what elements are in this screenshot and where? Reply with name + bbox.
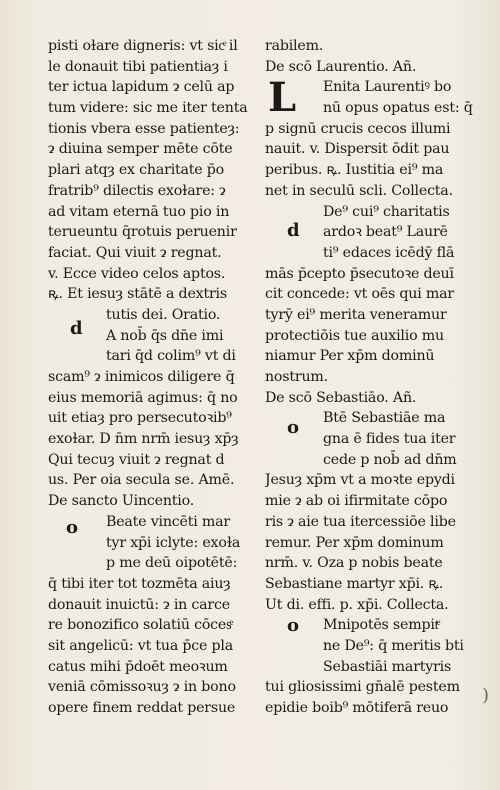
text-line: tutis dei. Oratio.: [106, 306, 221, 323]
text-line: re bonozifico solatiū cōcesͤ: [48, 617, 232, 634]
initial-letter-o-right: o: [287, 417, 300, 438]
text-line: tionis vbera esse patienteȝ:: [48, 120, 240, 137]
text-line: epidie boib⁹ mōtiferā reuo: [265, 700, 449, 716]
text-line: cit concede: vt oēs qui mar: [265, 286, 454, 303]
text-line: Jesuȝ xp̄m vt a moꝛte epydi: [265, 472, 455, 489]
text-line: protectiōis tue auxilio mu: [265, 327, 444, 344]
text-line: mie ɂ ab oi ifirmitate cōpo: [265, 493, 448, 510]
text-line: tui gliosissimi gn̄alē pestem: [265, 679, 460, 696]
text-line: ti⁹ edaces icēdȳ flā: [323, 244, 455, 261]
text-line: ris ɂ aie tua itercessiōe libe: [265, 513, 456, 530]
text-line: peribus. ꝶ. Iustitia ei⁹ ma: [265, 162, 444, 179]
text-line: tum videre: sic me iter tenta: [48, 100, 248, 117]
text-line: tari q̄d colim⁹ vt di: [106, 348, 236, 365]
text-line: net in seculū scli. Collecta.: [265, 182, 453, 199]
text-line: terueuntu q̄rotuis peruenir: [48, 224, 237, 241]
text-line: Btē Sebastiāe ma: [323, 410, 446, 427]
text-line: Mnipotēs sempitͤ: [323, 617, 439, 634]
text-line: mās p̄cepto p̄secutoꝛe deuī: [265, 265, 454, 282]
text-line: veniā cōmissoꝛuȝ ɂ in bono: [48, 679, 236, 696]
text-line: De scō Laurentio. Añ.: [265, 58, 417, 75]
text-line: nostrum.: [265, 369, 328, 385]
initial-letter-L: L: [268, 74, 297, 121]
text-line: Sebastiāi martyris: [323, 658, 452, 675]
text-line: scam⁹ ɂ inimicos diligere q̄: [48, 369, 235, 385]
text-line: tyrȳ ei⁹ merita veneramur: [265, 306, 447, 323]
text-line: fratrib⁹ dilectis exoɫare: ɂ: [48, 182, 226, 199]
text-line: p signū crucis cecos illumi: [265, 120, 451, 137]
text-line: ad vitam eternā tuo pio in: [48, 203, 230, 220]
text-line: De⁹ cui⁹ charitatis: [323, 203, 450, 220]
text-line: plari atqȝ ex charitate p̄o: [48, 162, 225, 179]
text-line: faciat. Qui viuit ɂ regnat.: [48, 244, 222, 261]
text-line: nū opus opatus est: q̄: [323, 100, 473, 117]
text-line: v. Ecce video celos aptos.: [48, 265, 226, 282]
initial-letter-o-right-2: o: [287, 615, 300, 636]
text-line: opere finem reddat persue: [48, 700, 236, 716]
text-line: remur. Per xp̄m dominum: [265, 534, 444, 551]
text-line: Enita Laurentiꝰ bo: [323, 79, 452, 96]
text-line: ter ictua lapidum ɂ celū ap: [48, 79, 235, 96]
text-line: ꝶ. Et iesuȝ stātē a dextris: [48, 286, 227, 303]
initial-letter-d-right: d: [287, 220, 300, 241]
text-line: ardoꝛ beat⁹ Laurē: [323, 224, 448, 241]
text-line: Beate vincēti mar: [106, 513, 230, 530]
text-line: niamur Per xp̄m dominū: [265, 348, 435, 365]
text-line: gna ē fides tua iter: [323, 431, 456, 448]
text-line: De scō Sebastiāo. Añ.: [265, 389, 417, 406]
text-line: le donauit tibi patientiaȝ i: [48, 58, 228, 75]
left-text-column: [48, 36, 260, 719]
text-line: uit etiaȝ pro persecutoꝛib⁹: [48, 410, 232, 427]
text-line: p me deū oipotētē:: [106, 555, 238, 572]
text-line: Sebastiane martyr xp̄i. ꝶ.: [265, 575, 444, 592]
page-curl-mark: ): [482, 685, 490, 706]
text-line: donauit inuictū: ɂ in carce: [48, 596, 230, 613]
text-line: rabilem.: [265, 38, 324, 54]
text-line: cede p nob̄ ad dn̄m: [323, 451, 457, 468]
text-line: ɂ diuina semper mēte cōte: [48, 141, 233, 158]
text-line: De sancto Uincentio.: [48, 493, 195, 510]
text-line: ne De⁹: q̄ meritis bti: [323, 637, 464, 654]
text-line: sit angelicū: vt tua p̄ce pla: [48, 637, 233, 654]
initial-letter-o: o: [66, 517, 79, 538]
text-line: tyr xp̄i iclyte: exoɫa: [106, 534, 241, 551]
text-line: exoɫar. D n̄m nrm̄ iesuȝ xp̄ȝ: [48, 431, 239, 448]
text-line: Qui tecuȝ viuit ɂ regnat d: [48, 451, 225, 468]
text-line: pisti oɫare digneris: vt sicͤ il: [48, 38, 238, 54]
text-line: eius memoriā agimus: q̄ no: [48, 389, 238, 406]
text-line: nrm̄. v. Oza p nobis beate: [265, 555, 443, 572]
text-line: q̄ tibi iter tot tozmēta aiuȝ: [48, 575, 231, 592]
text-line: Ut di. effi. p. xp̄i. Collecta.: [265, 596, 449, 613]
text-line: us. Per oia secula se. Amē.: [48, 472, 235, 489]
text-line: A nob̄ q̄s dn̄e imi: [106, 327, 224, 344]
text-line: catus mihi p̄doēt meoꝛum: [48, 658, 228, 675]
initial-letter-d: d: [70, 318, 83, 339]
text-line: nauit. v. Dispersit ōdit pau: [265, 141, 450, 158]
